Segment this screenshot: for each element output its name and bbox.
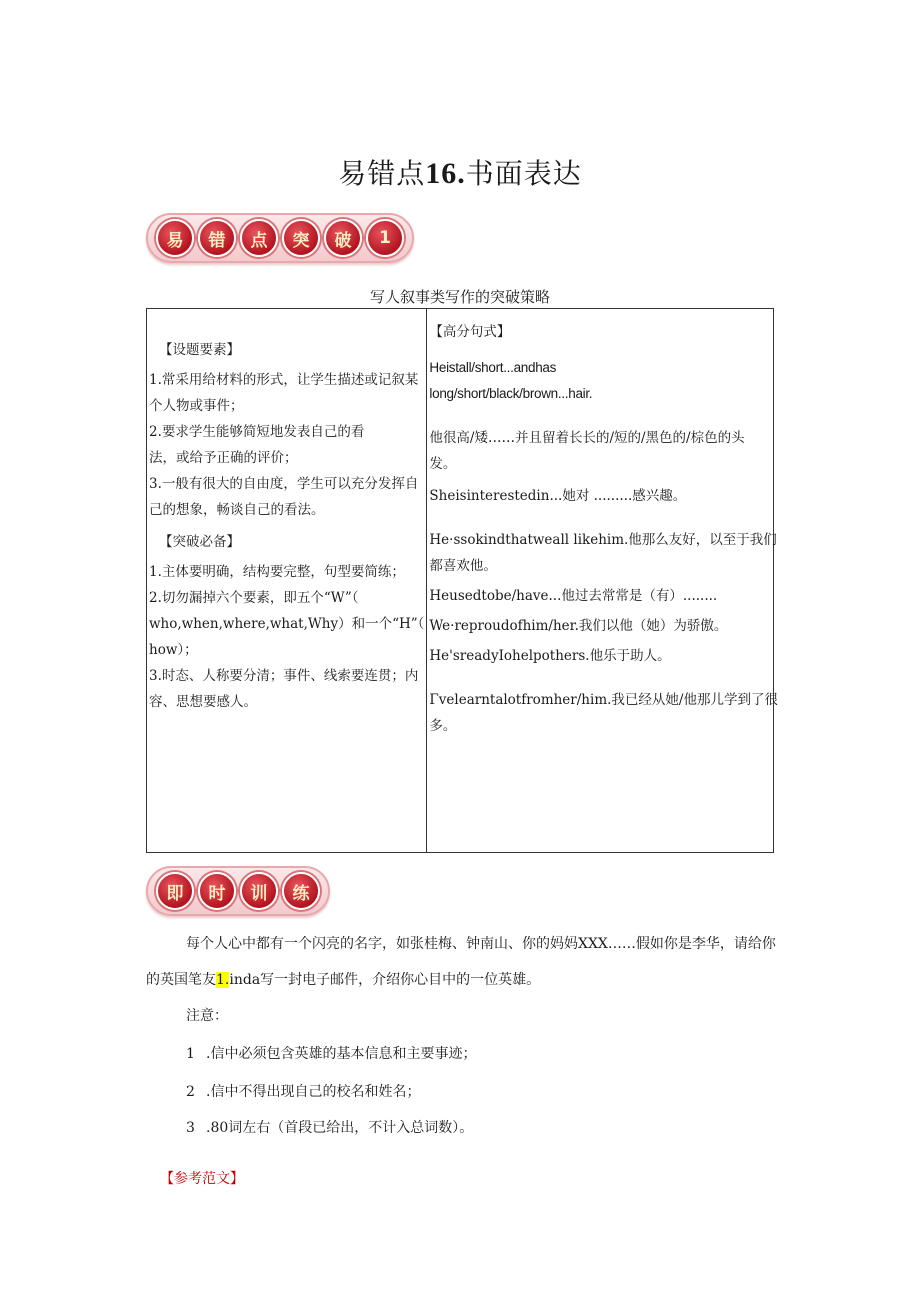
note-item bbox=[186, 1117, 473, 1137]
badge-char: 突 bbox=[282, 219, 320, 257]
section-badge-practice bbox=[146, 866, 330, 916]
title-prefix: 易错点 bbox=[338, 157, 426, 190]
prompt-text-cont: inda写一封电子邮件，介绍你心目中的一位英雄。 bbox=[229, 972, 541, 988]
badge-char: 即 bbox=[156, 872, 194, 910]
page-title bbox=[0, 152, 920, 192]
spacer bbox=[429, 673, 778, 691]
left-line: 己的想象，畅谈自己的看法。 bbox=[149, 502, 325, 518]
notes-heading: 注意： bbox=[186, 1008, 228, 1024]
right-heading: 【高分句式】 bbox=[429, 324, 511, 340]
right-line: Sheisinterestedin...她对 .........感兴趣。 bbox=[429, 488, 687, 504]
left-line: 法，或给予正确的评价； bbox=[149, 450, 298, 466]
left-heading-essentials: 【突破必备】 bbox=[159, 534, 240, 550]
left-line: 容、思想要感人。 bbox=[149, 694, 257, 710]
note-item bbox=[186, 1081, 420, 1101]
note-number: 2 bbox=[186, 1084, 195, 1100]
left-line: 2.要求学生能够简短地发表自己的看 bbox=[149, 424, 365, 440]
note-text: .信中不得出现自己的校名和姓名； bbox=[206, 1084, 421, 1100]
table-caption: 写人叙事类写作的突破策略 bbox=[369, 288, 550, 306]
right-line: 多。 bbox=[429, 718, 457, 734]
spacer bbox=[429, 411, 778, 429]
note-text: .信中必须包含英雄的基本信息和主要事迹； bbox=[206, 1046, 477, 1062]
badge-char: 点 bbox=[240, 219, 278, 257]
left-line: 2.切勿漏掉六个要素，即五个“W”（ bbox=[149, 590, 359, 606]
highlighted-text: 1. bbox=[216, 972, 230, 988]
strategy-table bbox=[146, 308, 778, 853]
note-item bbox=[186, 1043, 476, 1063]
right-line: long/short/black/brown...hair. bbox=[429, 386, 593, 401]
left-heading-elements: 【设题要素】 bbox=[159, 342, 240, 358]
reference-essay-label: 【参考范文】 bbox=[160, 1171, 244, 1187]
left-line: who,when,where,what,Why）和一个“H”（ bbox=[149, 616, 425, 632]
right-line: We·reproudofhim/her.我们以他（她）为骄傲。 bbox=[429, 618, 728, 634]
badge-char: 破 bbox=[324, 219, 362, 257]
title-number: 16. bbox=[425, 157, 466, 190]
badge-char: 训 bbox=[240, 872, 278, 910]
right-line: 都喜欢他。 bbox=[429, 558, 497, 574]
right-line: 发。 bbox=[429, 456, 457, 472]
left-line: how）； bbox=[149, 642, 198, 658]
badge-char: 练 bbox=[282, 872, 320, 910]
left-line: 1.主体要明确，结构要完整，句型要简练； bbox=[149, 564, 405, 580]
prompt-text: 每个人心中都有一个闪亮的名字，如张桂梅、钟南山、你的妈妈XXX……假如你是李华，请给你的英国笔友 bbox=[146, 936, 776, 988]
badge-char: 时 bbox=[198, 872, 236, 910]
badge-char: 1 bbox=[366, 219, 404, 257]
right-line: Γvelearntalotfromher/him.我已经从她/他那儿学到了很 bbox=[429, 692, 778, 708]
section-badge-breakthrough bbox=[146, 213, 414, 263]
title-suffix: 书面表达 bbox=[465, 157, 582, 190]
note-number: 1 bbox=[186, 1046, 195, 1062]
right-line: Heistall/short...andhas bbox=[429, 360, 557, 375]
spacer bbox=[429, 513, 778, 531]
note-number: 3 bbox=[186, 1120, 195, 1136]
left-line: 1.常采用给材料的形式，让学生描述或记叙某 bbox=[149, 372, 419, 388]
badge-char: 错 bbox=[198, 219, 236, 257]
right-line: He·ssokindthatweall likehim.他那么友好，以至于我们 bbox=[429, 532, 777, 548]
right-line: He'sreadyIohelpothers.他乐于助人。 bbox=[429, 648, 671, 664]
table-left-column bbox=[147, 309, 427, 852]
left-line: 3.一般有很大的自由度，学生可以充分发挥自 bbox=[149, 476, 419, 492]
left-line: 3.时态、人称要分清；事件、线索要连贯；内 bbox=[149, 668, 419, 684]
exercise-prompt bbox=[146, 926, 776, 998]
right-line: Heusedtobe/have...他过去常常是（有）........ bbox=[429, 588, 718, 604]
right-line: 他很高/矮……并且留着长长的/短的/黑色的/棕色的头 bbox=[429, 430, 745, 446]
left-line: 个人物或事件； bbox=[149, 398, 244, 414]
badge-char: 易 bbox=[156, 219, 194, 257]
note-text: .80词左右（首段已给出，不计入总词数）。 bbox=[206, 1120, 474, 1136]
table-right-column bbox=[427, 309, 780, 852]
